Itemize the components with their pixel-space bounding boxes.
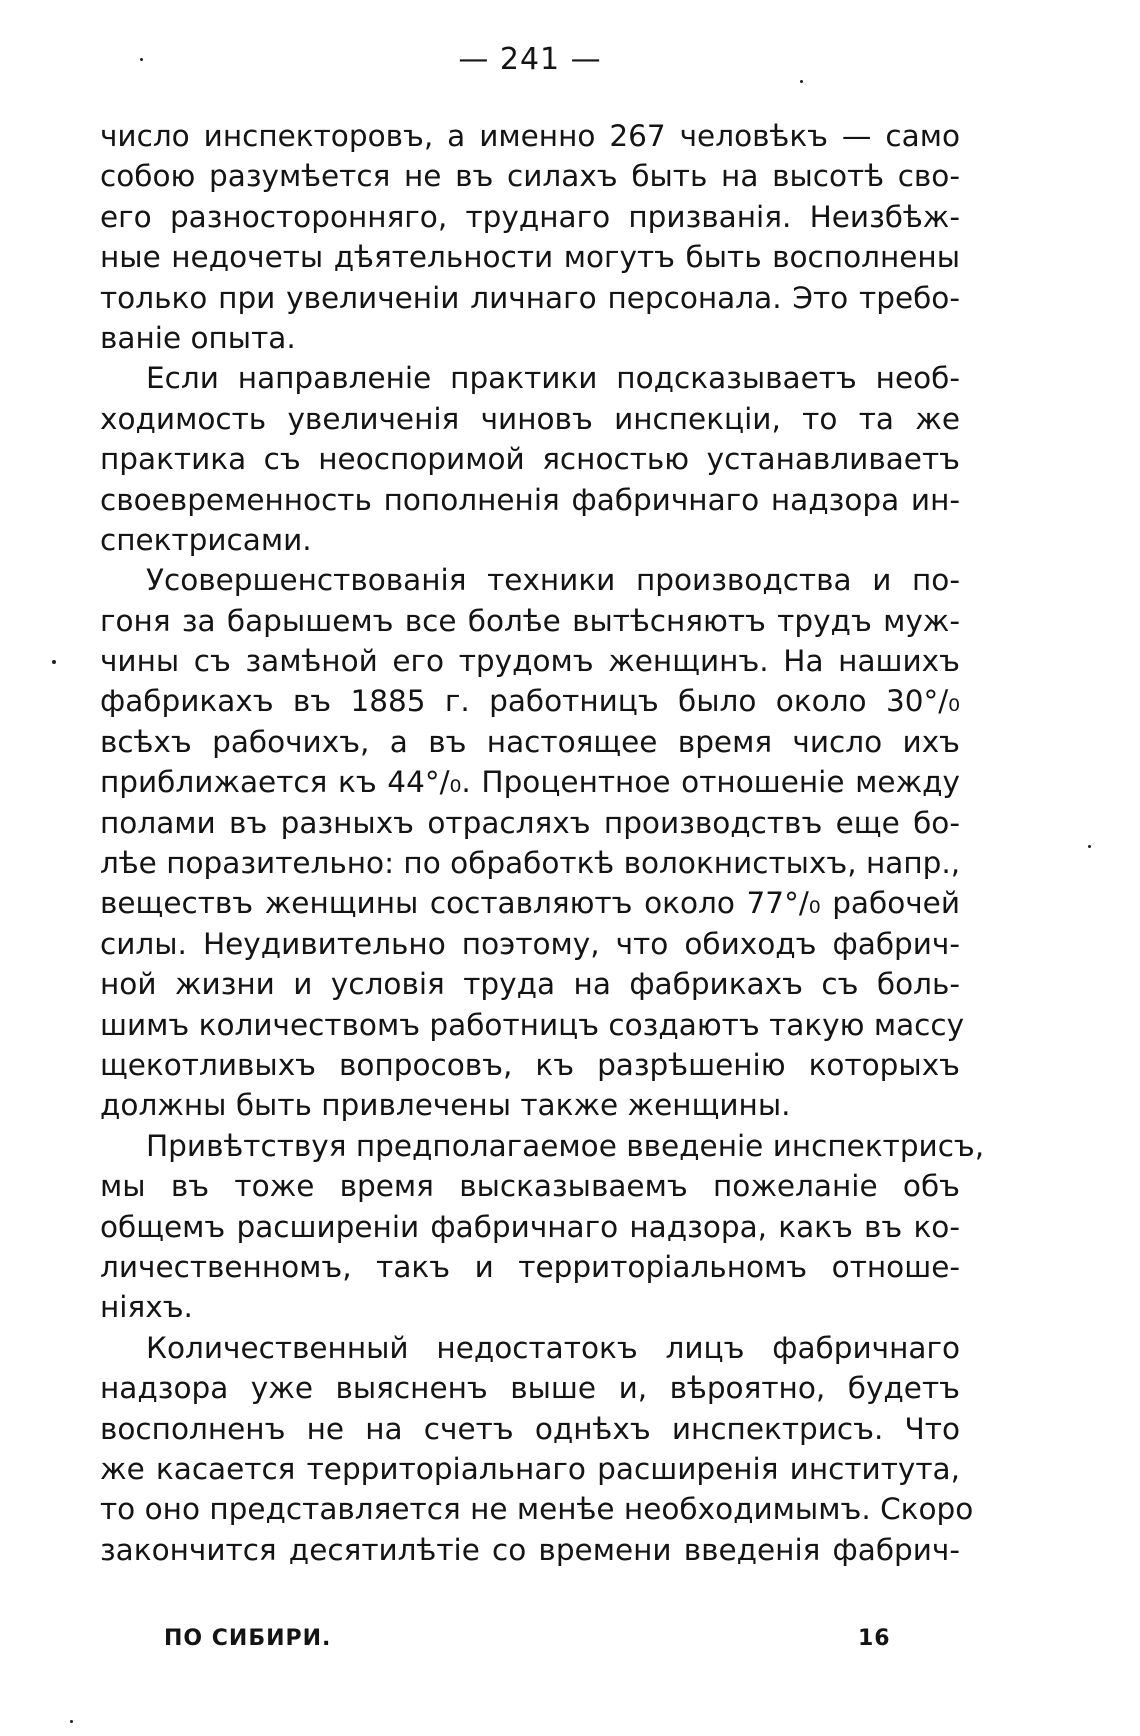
text-line: закончится десятилѣтіе со времени введенія фабрич- — [100, 1532, 960, 1567]
paragraph — [100, 1126, 985, 1328]
paragraph — [100, 116, 960, 358]
scan-speck — [70, 1720, 73, 1723]
text-line: ные недочеты дѣятельности могутъ быть восполнены — [100, 240, 960, 275]
signature-mark: ПО СИБИРИ. — [164, 1626, 332, 1651]
text-line: силы. Неудивительно поэтому, что обиходъ фабрич- — [100, 926, 960, 961]
scan-speck — [52, 660, 56, 664]
text-line: фабрикахъ въ 1885 г. работницъ было около 30°/₀ — [100, 684, 960, 719]
text-line: должны быть привлечены также женщины. — [100, 1088, 791, 1123]
text-line: всѣхъ рабочихъ, а въ настоящее время число ихъ — [100, 724, 960, 759]
text-line: гоня за барышемъ все болѣе вытѣсняютъ трудъ муж- — [100, 603, 960, 638]
text-line: шимъ количествомъ работницъ создаютъ такую массу — [100, 1007, 965, 1042]
paragraph — [100, 1328, 974, 1570]
paragraph — [100, 358, 960, 560]
text-line: полами въ разныхъ отрасляхъ производствъ еще бо- — [100, 805, 960, 840]
text-line: приближается къ 44°/₀. Процентное отношеніе между — [100, 765, 960, 800]
text-line: же касается территоріальнаго расширенія института, — [100, 1451, 960, 1486]
text-line: чины съ замѣной его трудомъ женщинъ. На нашихъ — [100, 644, 960, 679]
text-line: его разносторонняго, труднаго призванія. Неизбѣж- — [100, 199, 960, 234]
page-number: — 241 — — [458, 42, 602, 77]
scan-speck — [1088, 845, 1091, 848]
text-line: Усовершенствованія техники производства и по- — [146, 563, 960, 598]
text-line: число инспекторовъ, а именно 267 человѣкъ — само — [100, 119, 960, 153]
text-line: Если направленіе практики подсказываетъ необ- — [146, 361, 960, 396]
text-line: то оно представляется не менѣе необходимымъ. Скоро — [100, 1492, 974, 1527]
text-line: личественномъ, такъ и территоріальномъ отноше- — [100, 1249, 960, 1284]
text-line: собою разумѣется не въ силахъ быть на высотѣ сво- — [100, 159, 960, 194]
text-line: восполненъ не на счетъ однѣхъ инспектрисъ. Что — [100, 1411, 960, 1446]
body-text — [100, 116, 985, 1570]
text-line: общемъ расширеніи фабричнаго надзора, какъ въ ко- — [100, 1209, 960, 1244]
text-line: мы въ тоже время высказываемъ пожеланіе объ — [100, 1169, 960, 1204]
text-line: щекотливыхъ вопросовъ, къ разрѣшенію которыхъ — [100, 1047, 960, 1082]
scan-speck — [140, 58, 143, 61]
text-line: ной жизни и условія труда на фабрикахъ съ боль- — [100, 967, 960, 1002]
text-line: практика съ неоспоримой ясностью устанавливаетъ — [100, 442, 960, 477]
text-line: Привѣтствуя предполагаемое введеніе инспектрисъ, — [146, 1128, 985, 1163]
text-line: своевременность пополненія фабричнаго надзора ин- — [100, 482, 960, 517]
text-line: ходимость увеличенія чиновъ инспекціи, то та же — [100, 401, 960, 436]
text-line: веществъ женщины составляютъ около 77°/₀ рабочей — [100, 886, 960, 921]
sheet-number: 16 — [858, 1626, 891, 1651]
text-line: Количественный недостатокъ лицъ фабричнаго — [146, 1330, 960, 1365]
scan-speck — [800, 80, 803, 83]
text-line: ніяхъ. — [100, 1290, 193, 1325]
text-line: только при увеличеніи личнаго персонала. Это требо- — [100, 280, 960, 315]
paragraph — [100, 560, 965, 1125]
page-footer — [0, 1626, 1140, 1662]
text-line: спектрисами. — [100, 522, 312, 557]
text-line: ваніе опыта. — [100, 320, 296, 355]
text-line: лѣе поразительно: по обработкѣ волокнистыхъ, напр., — [100, 846, 961, 881]
text-line: надзора уже выясненъ выше и, вѣроятно, будетъ — [100, 1371, 960, 1406]
